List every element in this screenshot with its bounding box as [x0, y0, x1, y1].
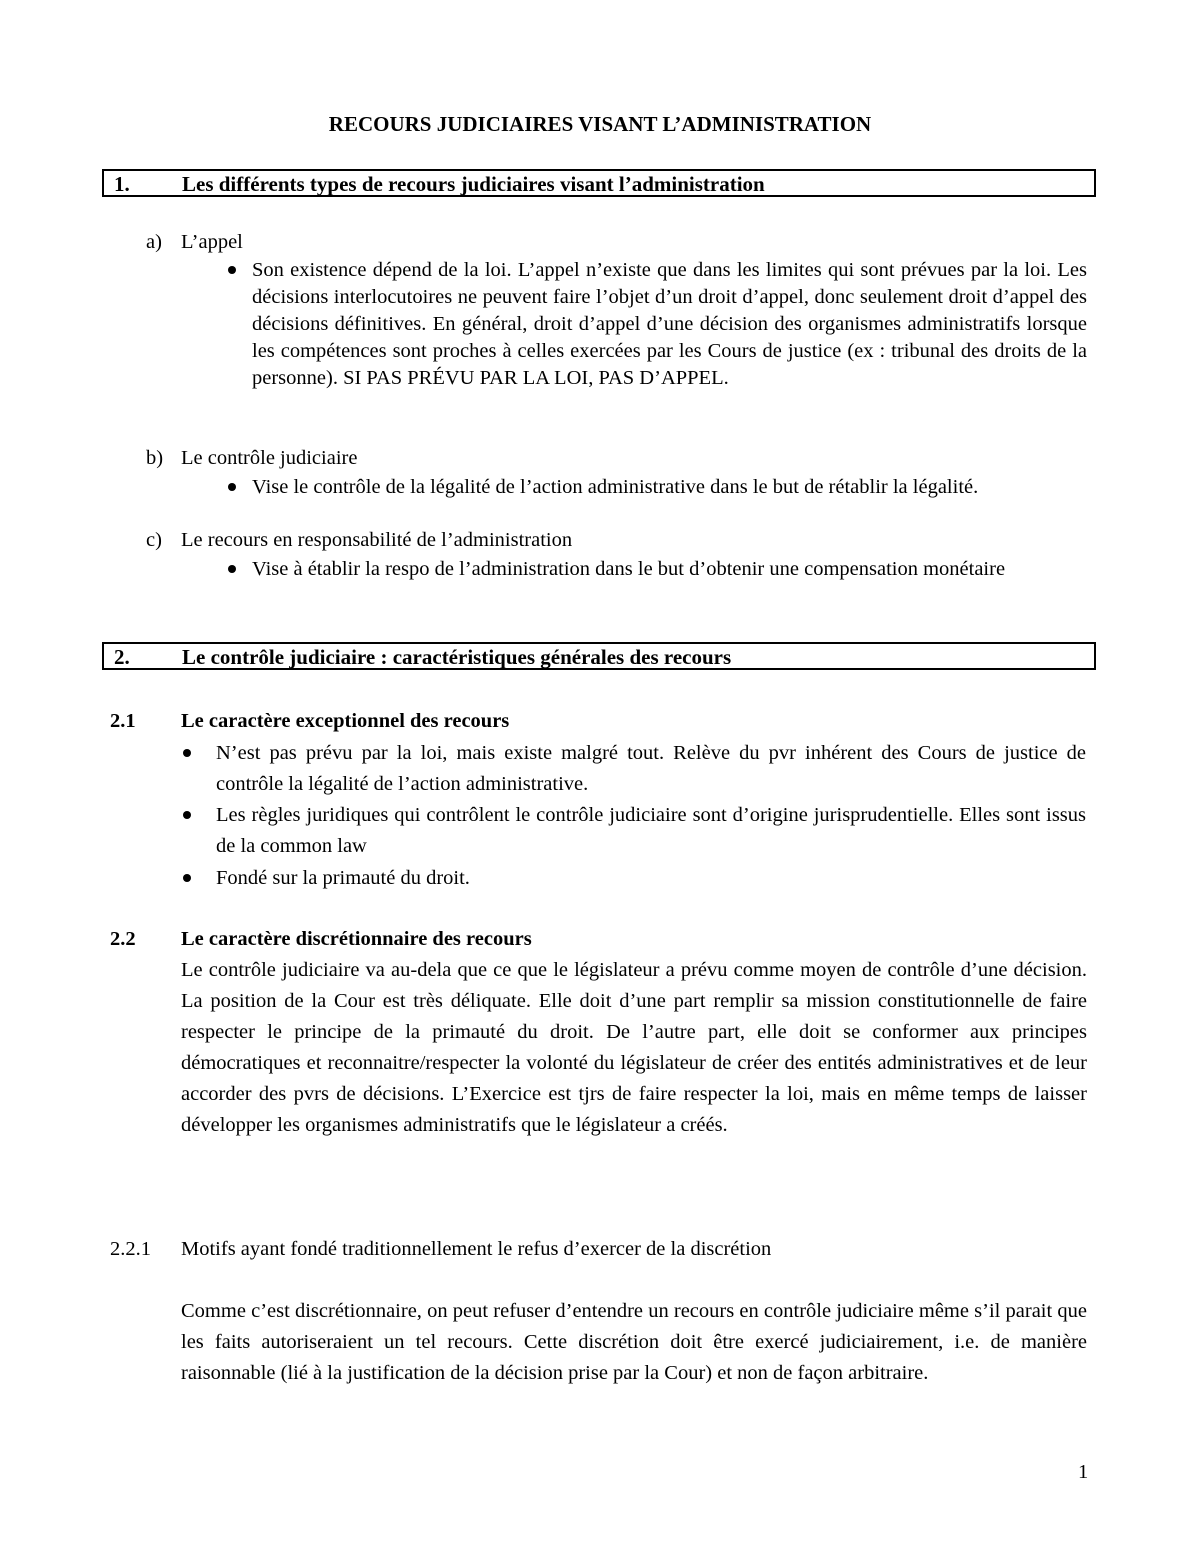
document-title: RECOURS JUDICIAIRES VISANT L’ADMINISTRATION [328, 112, 872, 136]
subsection-2-1-number: 2.1 [110, 710, 136, 732]
item-a-label: L’appel [181, 231, 243, 253]
section-2-heading: Le contrôle judiciaire : caractéristiques générales des recours [182, 645, 732, 669]
section-2-number: 2. [114, 645, 130, 669]
item-b-bullet-text: Vise le contrôle de la légalité de l’action administrative dans le but de rétablir la légalité. [252, 476, 979, 498]
subsection-2-1-heading: Le caractère exceptionnel des recours [181, 710, 510, 732]
subsection-2-2-body: Le contrôle judiciaire va au-dela que ce que le législateur a prévu comme moyen de contrôle d’une décision. La position de la Cour est très déliquate. Elle doit d’une part remplir sa mission constitutionnelle de faire respecter le principe de la primauté du droit. De l’autre part, elle doit se conformer aux principes démocratiques et reconnaitre/respecter la volonté du législateur de créer des entités administratives et de leur accorder des pvrs de décisions. L’Exercice est tjrs de faire respecter la loi, mais en même temps de laisser développer les organismes administratifs que le législateur a créés. [181, 959, 1087, 1136]
item-c-marker: c) [146, 529, 162, 551]
subsection-2-2-number: 2.2 [110, 928, 136, 950]
subsection-2-2-heading: Le caractère discrétionnaire des recours [181, 928, 532, 950]
section-1-number: 1. [114, 172, 130, 196]
bullet-icon [183, 811, 191, 819]
item-b-marker: b) [146, 447, 164, 469]
subsection-2-2-1-number: 2.2.1 [110, 1238, 151, 1260]
section-1-heading: Les différents types de recours judiciaires visant l’administration [182, 172, 765, 196]
item-c-label: Le recours en responsabilité de l’administration [181, 529, 573, 551]
bullet-icon [183, 874, 191, 882]
bullet-icon [228, 266, 236, 274]
section-2-heading-box [102, 642, 1096, 670]
item-b-label: Le contrôle judiciaire [181, 447, 358, 469]
subsection-2-2-1-body: Comme c’est discrétionnaire, on peut refuser d’entendre un recours en contrôle judiciaire même s’il parait que les faits autoriseraient un tel recours. Cette discrétion doit être exercé judiciairement, i.e. de manière raisonnable (lié à la justification de la décision prise par la Cour) et non de façon arbitraire. [181, 1300, 1087, 1384]
section-1-heading-box [102, 169, 1096, 197]
subsection-2-1-bullet-3: Fondé sur la primauté du droit. [216, 867, 470, 889]
page-number: 1 [1078, 1461, 1089, 1483]
subsection-2-1-bullet-1: N’est pas prévu par la loi, mais existe malgré tout. Relève du pvr inhérent des Cours de justice de contrôle la légalité de l’action administrative. [216, 742, 1086, 795]
item-a-bullet-text: Son existence dépend de la loi. L’appel n’existe que dans les limites qui sont prévues par la loi. Les décisions interlocutoires ne peuvent faire l’objet d’un droit d’appel, donc seulement droit d’appel des décisions définitives. En général, droit d’appel d’une décision des organismes administratifs lorsque les compétences sont proches à celles exercées par les Cours de justice (ex : tribunal des droits de la personne). SI PAS PRÉVU PAR LA LOI, PAS D’APPEL. [252, 259, 1087, 389]
subsection-2-1-bullet-2: Les règles juridiques qui contrôlent le contrôle judiciaire sont d’origine jurisprudentielle. Elles sont issus de la common law [216, 804, 1086, 857]
bullet-icon [228, 565, 236, 573]
item-a-marker: a) [146, 231, 162, 253]
bullet-icon [183, 749, 191, 757]
bullet-icon [228, 483, 236, 491]
item-c-bullet-text: Vise à établir la respo de l’administration dans le but d’obtenir une compensation monétaire [252, 558, 1006, 580]
subsection-2-2-1-heading: Motifs ayant fondé traditionnellement le refus d’exercer de la discrétion [181, 1238, 772, 1260]
